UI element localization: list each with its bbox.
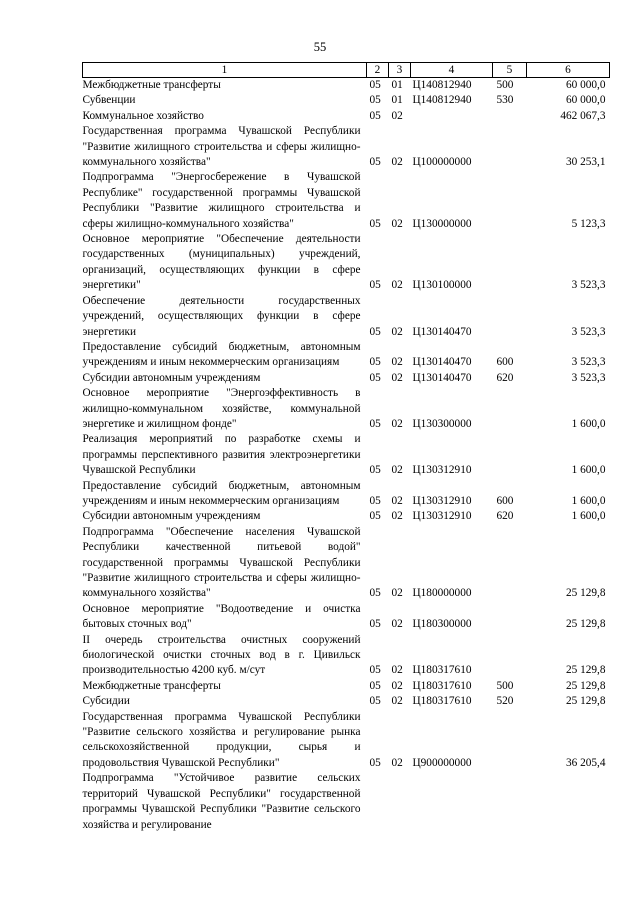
row-name: Предоставление субсидий бюджетным, автономным учреждениям и иным некоммерческим организациям [82,340,361,369]
row-section: 05 [369,356,381,369]
table-row [83,602,610,633]
row-expense-type: 600 [496,356,514,369]
row-subsection: 02 [391,356,403,369]
row-amount: 25 129,8 [565,587,606,600]
row-name: Подпрограмма "Устойчивое развитие сельских территорий Чувашской Республики" государственной программы Чувашской Республики "Развитие сельского хозяйства и регулирование [82,772,361,831]
table-row [83,170,610,232]
row-expense-type [493,710,527,772]
row-name: Предоставление субсидий бюджетным, автономным учреждениям и иным некоммерческим организациям [82,479,361,507]
row-subsection: 02 [391,664,403,677]
row-target-article: Ц180317610 [412,664,472,677]
table-row [83,386,610,432]
row-amount: 1 600,0 [571,464,606,477]
row-amount: 5 123,3 [571,217,606,230]
table-row [83,509,610,524]
table-body [83,78,610,833]
row-expense-type [493,432,527,478]
row-expense-type [493,525,527,602]
row-section: 05 [369,94,381,107]
row-amount: 3 523,3 [571,371,606,384]
row-section: 05 [369,217,381,230]
table-row [83,340,610,371]
row-name: Субсидии автономным учреждениям [82,371,261,384]
table-row [83,232,610,294]
row-name: Субсидии автономным учреждениям [82,510,261,523]
row-target-article: Ц130140470 [412,356,472,369]
row-expense-type: 530 [496,94,514,107]
row-subsection: 02 [391,279,403,292]
row-name: Подпрограмма "Энергосбережение в Чувашской Республике" государственной программы Чувашской Республики "Развитие жилищного строительства и сферы жилищно-коммунального хозяйства" [82,171,361,230]
table-row [83,294,610,340]
row-section: 05 [369,695,381,708]
row-name: Основное мероприятие "Энергоэффективность в жилищно-коммунальном хозяйстве, коммунальной энергетике и жилищном фонде" [82,387,361,430]
table-row [83,525,610,602]
row-target-article: Ц140812940 [412,94,472,107]
row-expense-type [493,633,527,679]
row-amount: 25 129,8 [565,695,606,708]
row-subsection: 02 [391,109,403,122]
row-subsection: 02 [391,587,403,600]
row-section: 05 [369,464,381,477]
row-expense-type [493,109,527,124]
row-subsection: 02 [391,756,403,769]
row-expense-type: 620 [496,510,514,523]
row-target-article: Ц900000000 [412,756,472,769]
row-section: 05 [369,156,381,169]
row-section: 05 [369,618,381,631]
row-expense-type: 500 [496,79,514,91]
row-subsection: 01 [391,79,403,91]
row-amount: 30 253,1 [565,156,606,169]
header-col-4: 4 [411,63,493,78]
table-row [83,679,610,694]
table-row [83,694,610,709]
row-name: Субвенции [82,94,136,107]
row-name: Государственная программа Чувашской Республики "Развитие сельского хозяйства и регулирование рынка сельскохозяйственной продукции, сырья и продовольствия Чувашской Республики" [82,710,361,769]
row-target-article: Ц180300000 [412,618,472,631]
page-number: 55 [313,40,327,54]
row-section: 05 [369,510,381,523]
row-expense-type [493,170,527,232]
row-section: 05 [369,79,381,91]
table-row [83,633,610,679]
header-col-3: 3 [389,63,411,78]
row-target-article: Ц130000000 [412,217,472,230]
row-subsection: 02 [391,371,403,384]
row-amount: 25 129,8 [565,679,606,692]
row-amount: 3 523,3 [571,325,606,338]
row-section: 05 [369,417,381,430]
row-subsection: 02 [391,679,403,692]
row-expense-type: 520 [496,695,514,708]
row-target-article: Ц130312910 [412,494,472,507]
row-section: 05 [369,325,381,338]
row-amount: 1 600,0 [571,510,606,523]
row-expense-type [493,294,527,340]
row-target-article [411,771,493,833]
row-amount: 25 129,8 [565,618,606,631]
row-target-article: Ц130300000 [412,417,472,430]
table-row [83,479,610,510]
row-target-article: Ц130312910 [412,464,472,477]
row-amount: 3 523,3 [571,356,606,369]
table-row [83,109,610,124]
header-col-1: 1 [83,63,367,78]
table-row [83,124,610,170]
row-target-article: Ц180317610 [412,695,472,708]
row-section: 05 [369,679,381,692]
row-name: II очередь строительства очистных сооружений биологической очистки сточных вод в г. Цивильск производительностью 4200 куб. м/сут [82,633,361,677]
row-section: 05 [369,371,381,384]
table-row [83,771,610,833]
row-name: Государственная программа Чувашской Республики "Развитие жилищного строительства и сферы жилищно-коммунального хозяйства" [82,125,361,169]
table-row [83,432,610,478]
row-section: 05 [369,494,381,507]
row-expense-type [493,602,527,633]
row-name: Межбюджетные трансферты [82,79,221,91]
row-expense-type [493,386,527,432]
row-target-article: Ц180000000 [412,587,472,600]
header-row [83,63,610,78]
row-target-article [411,109,493,124]
row-target-article: Ц180317610 [412,679,472,692]
row-subsection: 02 [391,695,403,708]
header-col-5: 5 [493,63,527,78]
row-section: 05 [369,756,381,769]
budget-table [82,62,610,833]
row-section: 05 [369,587,381,600]
row-target-article: Ц130140470 [412,371,472,384]
row-name: Обеспечение деятельности государственных учреждений, осуществляющих функции в сфере энергетики [82,294,361,338]
row-name: Субсидии [82,695,130,708]
row-expense-type: 500 [496,679,514,692]
row-amount: 1 600,0 [571,494,606,507]
row-subsection: 01 [391,94,403,107]
row-name: Основное мероприятие "Обеспечение деятельности государственных (муниципальных) учреждений, организаций, осуществляющих функции в сфере энергетики" [82,233,361,292]
row-target-article: Ц100000000 [412,156,472,169]
row-subsection: 02 [391,510,403,523]
row-subsection: 02 [391,464,403,477]
row-subsection: 02 [391,325,403,338]
row-amount: 3 523,3 [571,279,606,292]
row-subsection [389,771,411,833]
row-subsection: 02 [391,618,403,631]
row-target-article: Ц130140470 [412,325,472,338]
row-amount: 60 000,0 [565,79,606,91]
row-target-article: Ц130100000 [412,279,472,292]
row-section: 05 [369,279,381,292]
row-amount: 462 067,3 [560,109,606,122]
row-amount: 25 129,8 [565,664,606,677]
row-expense-type [493,124,527,170]
row-amount [527,771,610,833]
row-section: 05 [369,664,381,677]
row-expense-type: 600 [496,494,514,507]
row-amount: 60 000,0 [565,94,606,107]
row-amount: 1 600,0 [571,417,606,430]
row-name: Коммунальное хозяйство [82,109,204,122]
row-name: Подпрограмма "Обеспечение населения Чувашской Республики качественной питьевой водой" государственной программы Чувашской Республики "Развитие жилищного строительства и сферы жилищно-коммунального хозяйства" [82,525,361,600]
row-name: Основное мероприятие "Водоотведение и очистка бытовых сточных вод" [82,602,361,631]
table-row [83,78,610,94]
row-subsection: 02 [391,494,403,507]
table-row [83,371,610,386]
row-expense-type [493,232,527,294]
row-target-article: Ц140812940 [412,79,472,91]
row-expense-type [493,771,527,833]
header-col-2: 2 [367,63,389,78]
row-expense-type: 620 [496,371,514,384]
header-col-6: 6 [527,63,610,78]
table-row [83,93,610,108]
row-subsection: 02 [391,417,403,430]
row-section [367,771,389,833]
row-section: 05 [369,109,381,122]
row-name: Межбюджетные трансферты [82,679,221,692]
row-subsection: 02 [391,217,403,230]
row-name: Реализация мероприятий по разработке схемы и программы перспективного развития электроэнергетики Чувашской Республики [82,433,361,477]
table-row [83,710,610,772]
row-subsection: 02 [391,156,403,169]
row-target-article: Ц130312910 [412,510,472,523]
row-amount: 36 205,4 [565,756,606,769]
